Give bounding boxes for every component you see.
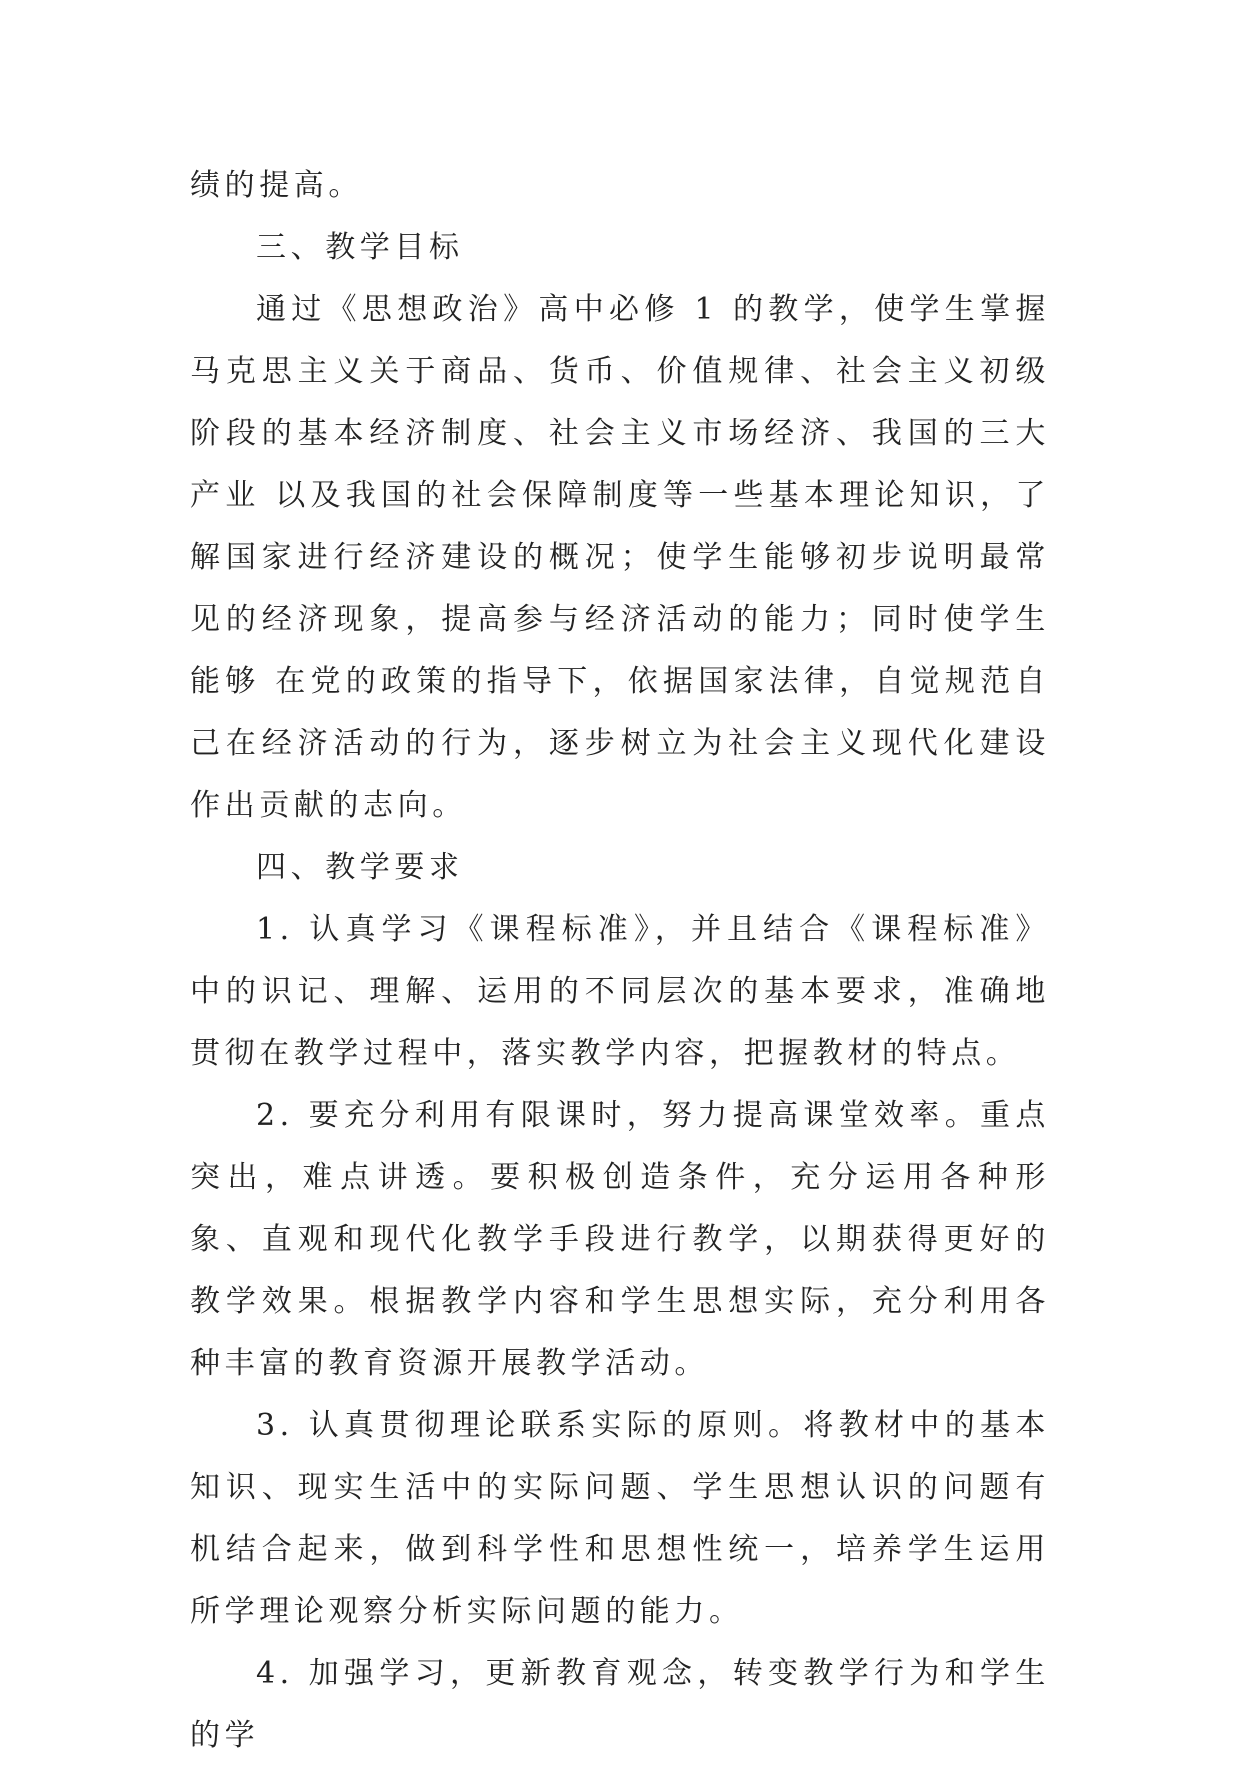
continuation-text: 绩的提高。 [190, 168, 363, 203]
requirement-item-3: 3. 认真贯彻理论联系实际的原则。将教材中的基本知识、现实生活中的实际问题、学生思想认识的问题有机结合起来，做到科学性和思想性统一，培养学生运用所学理论观察分析实际问题的能力。 [190, 1408, 1050, 1629]
section-heading-teaching-requirements: 四、教学要求 [256, 850, 464, 885]
requirement-item-4: 4. 加强学习，更新教育观念，转变教学行为和学生的学 [190, 1656, 1050, 1753]
document-body [190, 155, 1050, 1767]
requirement-item-2: 2. 要充分利用有限课时，努力提高课堂效率。重点突出，难点讲透。要积极创造条件，充分运用各种形象、直观和现代化教学手段进行教学，以期获得更好的教学效果。根据教学内容和学生思想实际，充分利用各种丰富的教育资源开展教学活动。 [190, 1098, 1050, 1381]
teaching-goals-paragraph: 通过《思想政治》高中必修 1 的教学，使学生掌握马克思主义关于商品、货币、价值规律、社会主义初级阶段的基本经济制度、社会主义市场经济、我国的三大产业 以及我国的社会保障制度等一些基本理论知识，了解国家进行经济建设的概况；使学生能够初步说明最常见的经济现象，提高参与经济活动的能力；同时使学生能够 在党的政策的指导下，依据国家法律，自觉规范自己在经济活动的行为，逐步树立为社会主义现代化建设作出贡献的志向。 [190, 292, 1050, 823]
requirement-item-1: 1. 认真学习《课程标准》，并且结合《课程标准》中的识记、理解、运用的不同层次的基本要求，准确地贯彻在教学过程中，落实教学内容，把握教材的特点。 [190, 912, 1050, 1071]
section-heading-teaching-goals: 三、教学目标 [256, 230, 464, 265]
